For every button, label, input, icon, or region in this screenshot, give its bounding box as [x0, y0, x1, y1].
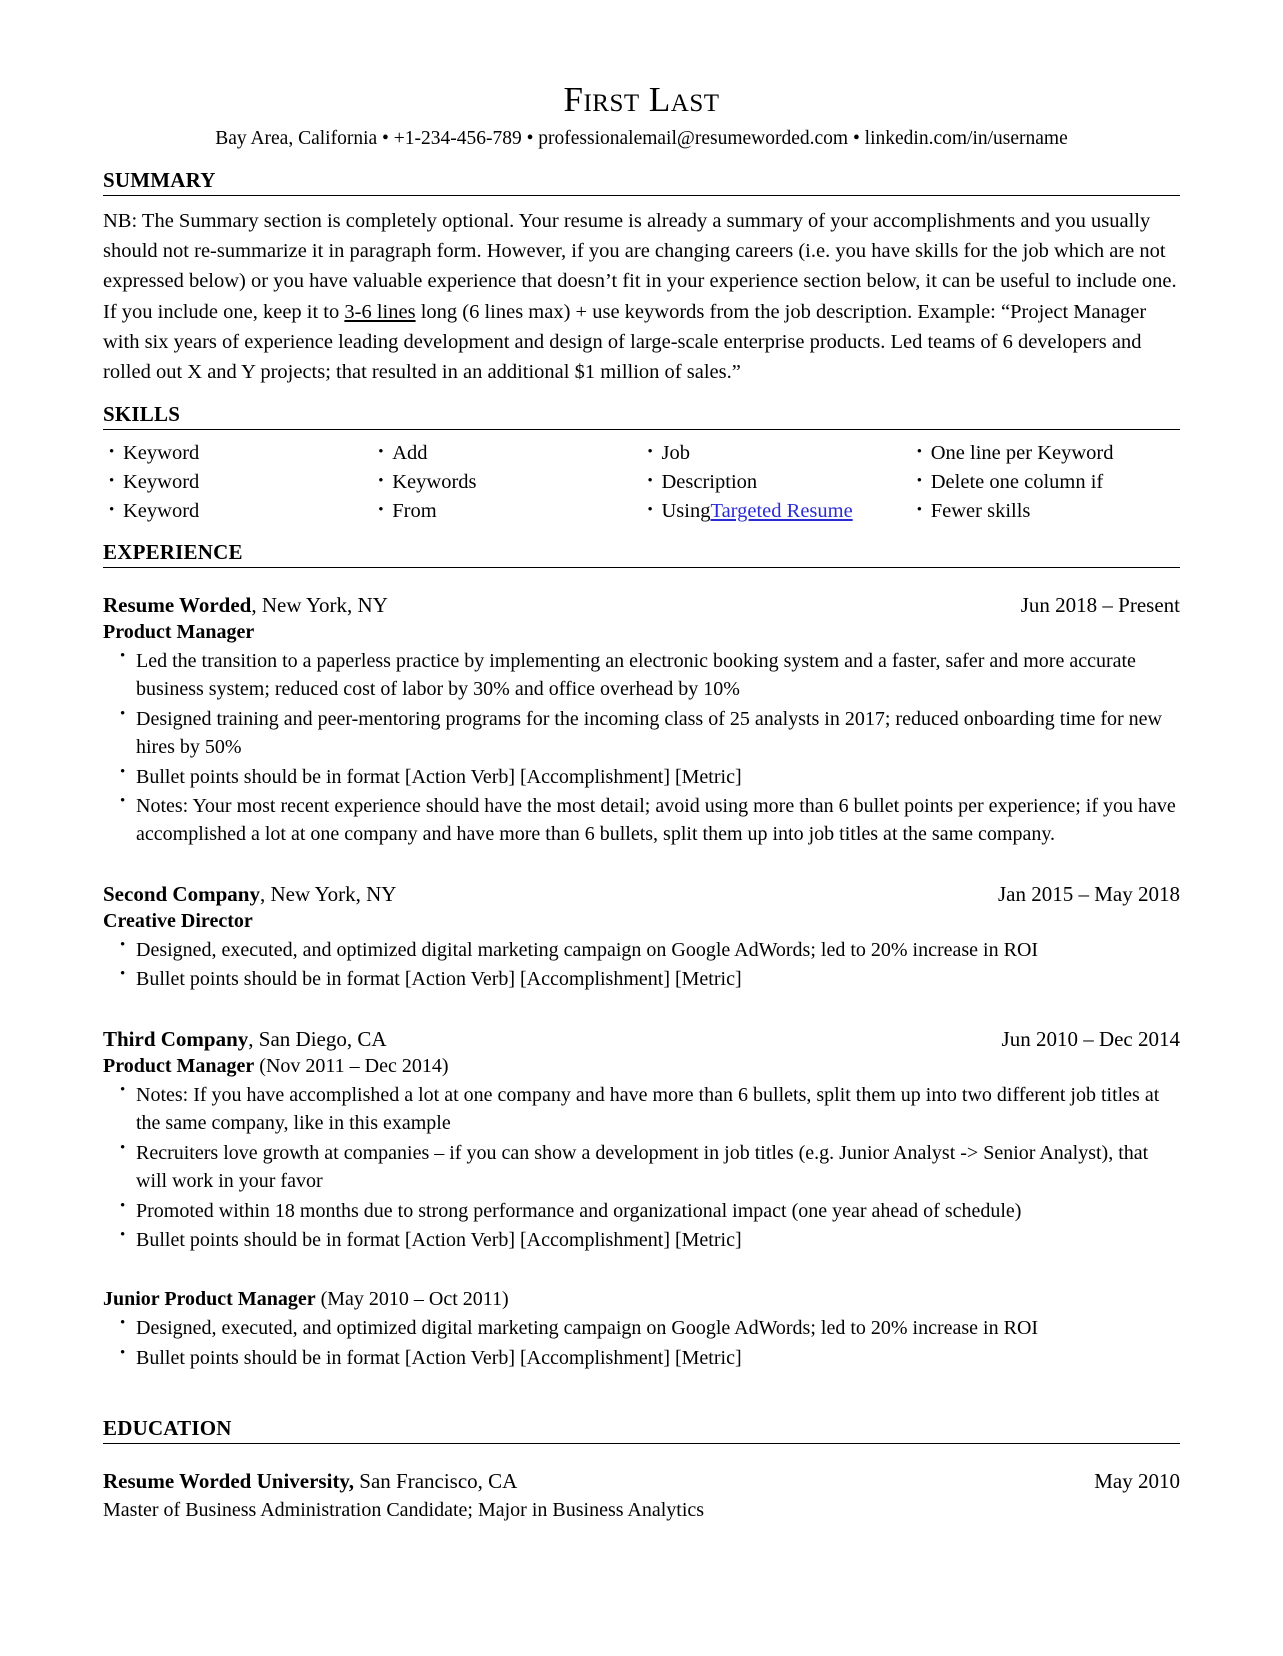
experience-entry-3	[103, 1026, 1180, 1255]
spacer	[103, 578, 1180, 592]
skill-label: Using	[661, 500, 711, 523]
skills-column-1	[103, 440, 372, 528]
page-title: First Last	[563, 80, 720, 119]
education-degree: Master of Business Administration Candidate; Major in Business Analytics	[103, 1498, 705, 1521]
list-item	[103, 440, 372, 466]
bullet-icon: •	[109, 473, 115, 490]
job-company: Third Company	[103, 1026, 249, 1051]
skills-column-3	[642, 440, 911, 528]
list-item: • Notes: Your most recent experience should have the most detail; avoid using more than 6 bullet points per experience; if you have accomplished a lot at one company and have more than 6 bullets, split them up into job titles at the same company.	[103, 792, 1180, 849]
list-item: • Designed, executed, and optimized digital marketing campaign on Google AdWords; led to 20% increase in ROI	[103, 936, 1180, 964]
skill-label: Keywords	[392, 471, 477, 494]
skill-label: Keyword	[123, 500, 200, 523]
education-date: May 2010	[1094, 1469, 1180, 1494]
job-dates: Jun 2018 – Present	[1020, 592, 1180, 617]
job-location: , New York, NY	[251, 592, 388, 617]
bullet-icon: •	[109, 443, 115, 460]
list-item	[372, 440, 641, 466]
list-item: • Bullet points should be in format [Action Verb] [Accomplishment] [Metric]	[103, 1344, 1180, 1372]
spacer	[103, 1454, 1180, 1468]
job-dates: Jan 2015 – May 2018	[998, 881, 1180, 906]
bullet-icon: •	[647, 473, 653, 490]
list-item: • Recruiters love growth at companies – if you can show a development in job titles (e.g. Junior Analyst -> Senior Analyst), that will work in your favor	[103, 1139, 1180, 1196]
bullet-icon: •	[916, 443, 923, 460]
list-item	[911, 469, 1180, 495]
education-heading: EDUCATION	[103, 1416, 232, 1441]
job-bullets	[103, 1314, 1180, 1372]
list-item: • Bullet points should be in format [Action Verb] [Accomplishment] [Metric]	[103, 1226, 1180, 1254]
skills-grid	[103, 440, 1180, 528]
bullet-icon: •	[378, 473, 384, 490]
job-bullets	[103, 936, 1180, 994]
bullet-icon: •	[378, 502, 384, 519]
list-item	[103, 469, 372, 495]
experience-entry-3-subrole	[103, 1286, 1180, 1372]
list-item	[642, 469, 911, 495]
list-item: • Promoted within 18 months due to strong performance and organizational impact (one year ahead of schedule)	[103, 1197, 1180, 1225]
summary-underlined-phrase: 3-6 lines	[344, 300, 416, 323]
job-title-text: Product Manager	[103, 620, 255, 643]
spacer	[103, 859, 1180, 881]
skills-column-2	[372, 440, 641, 528]
job-bullets	[103, 647, 1180, 849]
job-title	[103, 1053, 1180, 1079]
bullet-icon: •	[109, 502, 115, 519]
education-location: San Francisco, CA	[354, 1469, 518, 1494]
targeted-resume-link[interactable]: Targeted Resume	[710, 500, 853, 523]
list-item: • Designed training and peer-mentoring programs for the incoming class of 25 analysts in 2017; reduced onboarding time for new hires by 50%	[103, 705, 1180, 762]
summary-heading: SUMMARY	[103, 167, 216, 192]
job-company-location	[103, 1026, 387, 1053]
skill-label: From	[392, 500, 437, 523]
job-title	[103, 1286, 1180, 1312]
summary-divider	[103, 195, 1180, 196]
job-title	[103, 619, 1180, 645]
list-item: • Notes: If you have accomplished a lot at one company and have more than 6 bullets, split them up into two different job titles at the same company, like in this example	[103, 1081, 1180, 1138]
skill-label: Job	[661, 441, 690, 464]
job-header	[103, 592, 1180, 619]
spacer	[103, 1382, 1180, 1404]
spacer	[103, 1004, 1180, 1026]
job-dates: Jun 2010 – Dec 2014	[1001, 1026, 1180, 1051]
bullet-icon: •	[647, 502, 653, 519]
skill-label: Keyword	[123, 471, 200, 494]
experience-entry-1	[103, 592, 1180, 849]
list-item	[642, 498, 911, 524]
job-title-text: Product Manager	[103, 1055, 255, 1078]
list-item: • Designed, executed, and optimized digital marketing campaign on Google AdWords; led to 20% increase in ROI	[103, 1314, 1180, 1342]
skill-label: Add	[392, 441, 428, 464]
job-location: , San Diego, CA	[248, 1026, 387, 1051]
skills-divider	[103, 429, 1180, 430]
job-company: Resume Worded	[103, 592, 252, 617]
list-item	[911, 440, 1180, 466]
bullet-icon: •	[647, 443, 653, 460]
contact-line: Bay Area, California • +1-234-456-789 • professionalemail@resumeworded.com • linkedin.com/in/username	[215, 128, 1068, 150]
education-section	[103, 1416, 1180, 1523]
list-item: • Bullet points should be in format [Action Verb] [Accomplishment] [Metric]	[103, 965, 1180, 993]
experience-section	[103, 540, 1180, 1405]
experience-divider	[103, 567, 1180, 568]
list-item: • Bullet points should be in format [Action Verb] [Accomplishment] [Metric]	[103, 763, 1180, 791]
job-header	[103, 881, 1180, 908]
job-location: , New York, NY	[259, 881, 397, 906]
job-company-location	[103, 881, 396, 908]
list-item	[372, 469, 641, 495]
education-header	[103, 1468, 1180, 1495]
bullet-icon: •	[916, 502, 923, 519]
skill-label: Keyword	[123, 441, 200, 464]
summary-paragraph	[103, 206, 1180, 388]
skills-section	[103, 402, 1180, 528]
education-entry	[103, 1468, 1180, 1523]
list-item	[642, 440, 911, 466]
job-title	[103, 908, 1180, 934]
job-company: Second Company	[103, 881, 260, 906]
job-bullets	[103, 1081, 1180, 1254]
summary-section	[103, 168, 1180, 388]
summary-text-part2: long (6 lines max) + use keywords from the job description. Example: “Project Manager with six years of experience leading development and design of large-scale enterprise products. Led teams of 6 developers and rolled out X and Y projects; that resulted in an additional $1 million of sales.”	[103, 300, 1147, 384]
summary-text-part1: NB: The Summary section is completely optional. Your resume is already a summary of your accomplishments and you usually should not re-summarize it in paragraph form. However, if you are changing careers (i.e. you have skills for the job which are not expressed below) or you have valuable experience that doesn’t fit in your experience section below, it can be useful to include one. If you include one, keep it to	[103, 209, 1177, 323]
job-header	[103, 1026, 1180, 1053]
job-title-text: Creative Director	[103, 910, 253, 933]
skills-column-4	[911, 440, 1180, 528]
experience-entry-2	[103, 881, 1180, 994]
experience-heading: EXPERIENCE	[103, 539, 243, 564]
skills-heading: SKILLS	[103, 401, 181, 426]
education-divider	[103, 1443, 1180, 1444]
bullet-icon: •	[378, 443, 384, 460]
skill-label: One line per Keyword	[930, 441, 1114, 464]
bullet-icon: •	[916, 473, 923, 490]
skill-label: Description	[661, 471, 758, 494]
skill-label: Fewer skills	[930, 500, 1031, 523]
education-school: Resume Worded University,	[103, 1469, 355, 1494]
skill-label: Delete one column if	[930, 471, 1104, 494]
spacer	[103, 1264, 1180, 1286]
job-title-dates: (Nov 2011 – Dec 2014)	[254, 1055, 449, 1078]
job-title-text: Junior Product Manager	[103, 1288, 316, 1311]
list-item	[103, 498, 372, 524]
education-school-location	[103, 1468, 517, 1495]
list-item	[911, 498, 1180, 524]
list-item	[372, 498, 641, 524]
list-item: • Led the transition to a paperless practice by implementing an electronic booking system and a faster, safer and more accurate business system; reduced cost of labor by 30% and office overhead by 10%	[103, 647, 1180, 704]
job-title-dates: (May 2010 – Oct 2011)	[315, 1288, 509, 1311]
job-company-location	[103, 592, 388, 619]
